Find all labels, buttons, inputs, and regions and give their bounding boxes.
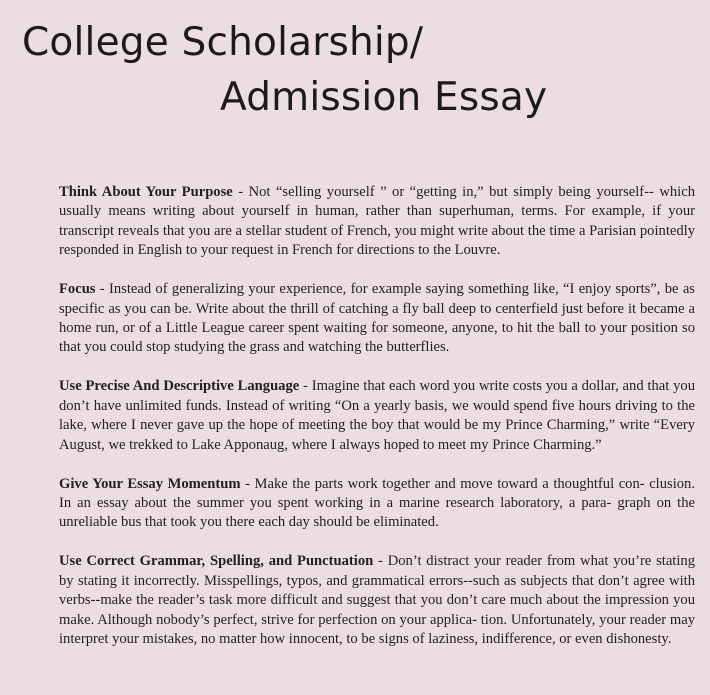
page-title-line-1: College Scholarship/ [22,20,424,65]
section-heading: Use Correct Grammar, Spelling, and Punctuation [59,553,374,570]
section-think-about-your-purpose [59,183,695,261]
section-essay-momentum [59,475,695,533]
section-body: - Don’t distract your reader from what you’re stating by stating it incorrectly. Misspellings, typos, and grammatical errors--such as subjects that don’t agree with verbs--make the reader’s task more difficult and suggest that you don’t care much about the impression you make. Although nobody’s perfect, strive for perfection on your applica- tion. Unfortunately, your reader may interpret your mistakes, no matter how innocent, to be signs of laziness, indifference, or even dishonesty. [59,553,696,648]
essay-tips-list [59,183,695,669]
section-body: - Instead of generalizing your experience, for example saying something like, “I enjoy sports”, be as specific as you can be. Write about the thrill of catching a fly ball deep to centerfield just before it became a home run, or of a Little League career spent waiting for someone, anyone, to hit the ball to your position so that you could stop studying the grass and watching the butterflies. [59,281,695,356]
section-body: - Not “selling yourself ” or “getting in,” but simply being yourself-- which usually means writing about yourself in human, rather than superhuman, terms. For example, if your transcript reveals that you are a stellar student of French, you might write about the time a Parisian pointedly responded in English to your request in French for directions to the Louvre. [59,184,695,259]
section-grammar-spelling [59,552,695,649]
section-heading: Give Your Essay Momentum [59,475,241,492]
section-heading: Focus [59,281,96,298]
page-title-line-2: Admission Essay [220,75,548,120]
section-body: - Imagine that each word you write costs you a dollar, and that you don’t have unlimited funds. Instead of writing “On a yearly basis, we would spend five hours driving to the lake, where I never gave up the hope of meeting the boy that would be my Prince Charming,” write “Every August, we trekked to Lake Apponaug, where I always hoped to meet my Prince Charming.” [59,378,695,453]
section-focus [59,280,695,358]
section-body: - Make the parts work together and move toward a thoughtful con- clusion. In an essay about the summer you spent working in a marine research laboratory, a para- graph on the unreliable bus that took you there each day should be eliminated. [59,475,695,531]
section-heading: Think About Your Purpose [59,184,233,200]
section-precise-language [59,377,695,455]
section-heading: Use Precise And Descriptive Language [59,378,300,395]
